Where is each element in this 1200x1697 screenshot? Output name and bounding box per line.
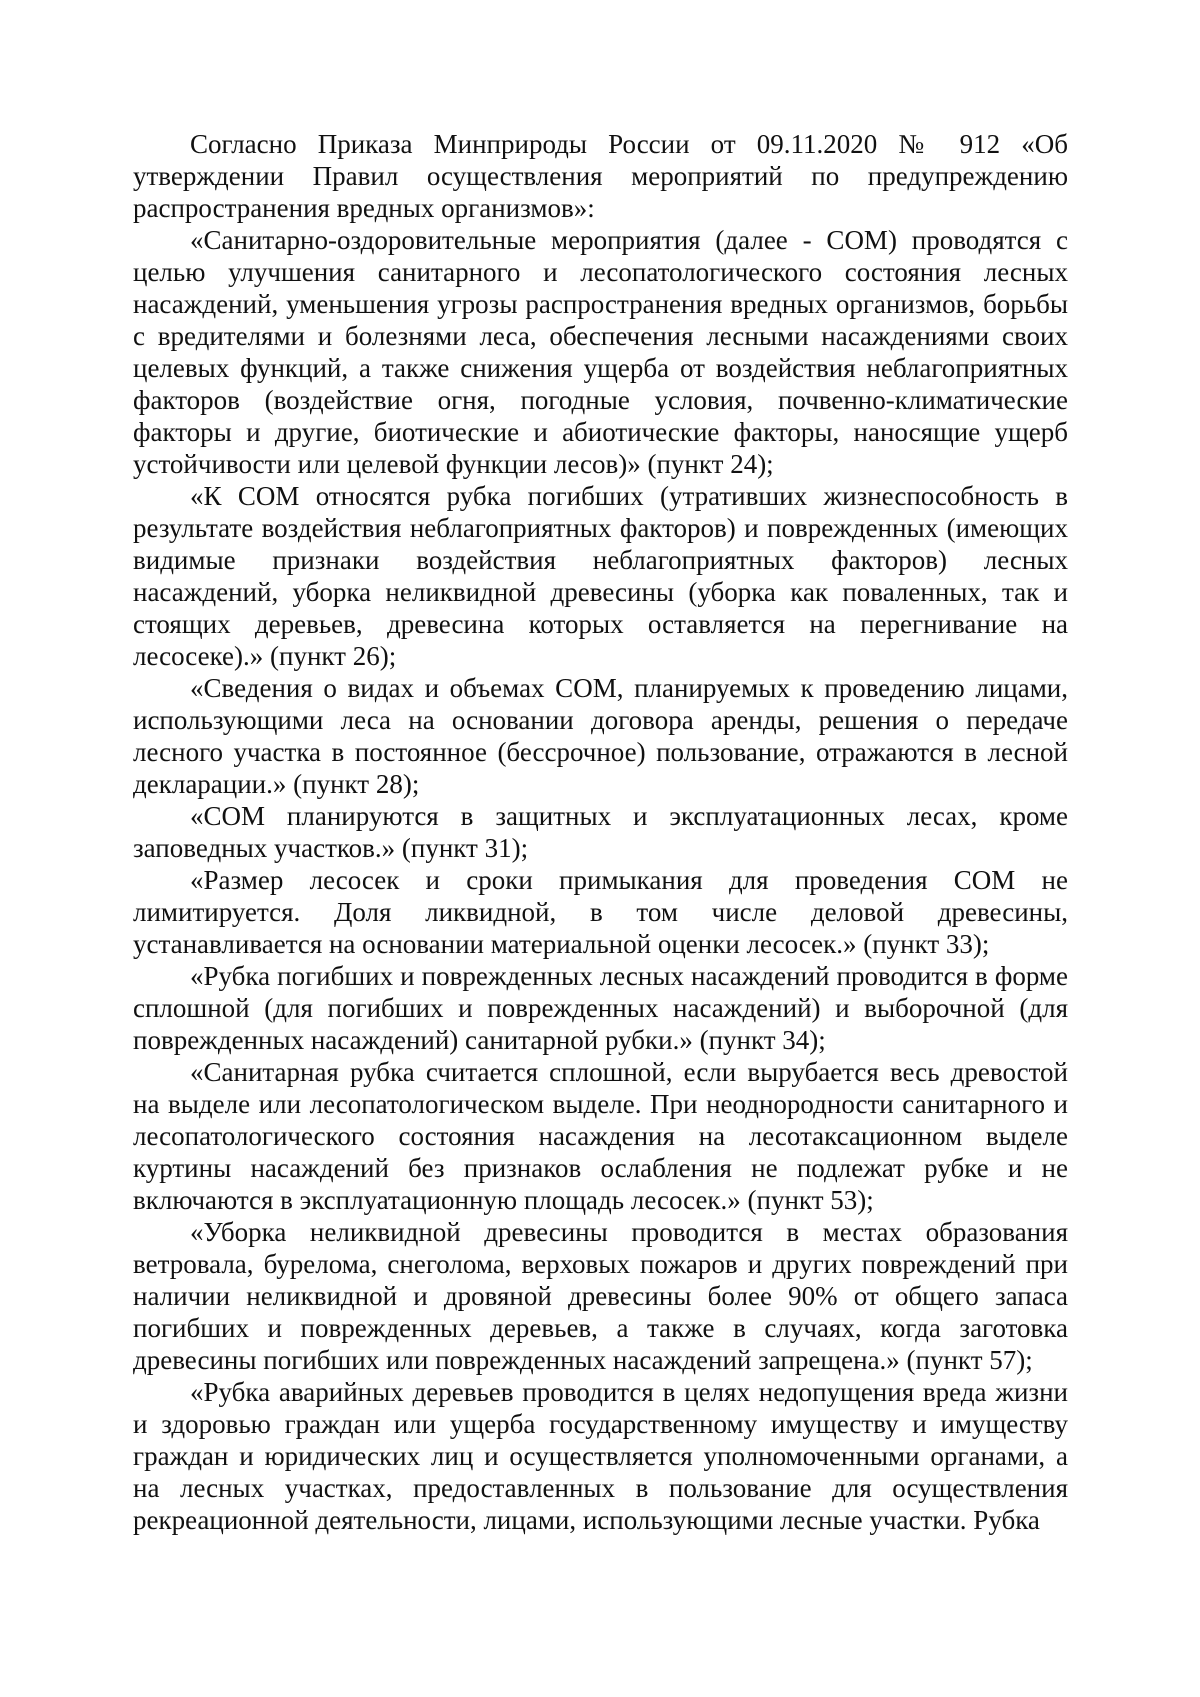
paragraph-emergency-trees: «Рубка аварийных деревьев проводится в целях недопущения вреда жизни и здоровью граждан или ущерба государственному имуществу и имуществу граждан и юридических лиц и осуществляется уполномоченными органами, а на лесных участках, предоставленных в пользование для осуществления рекреационной деятельности, лицами, использующими лесные участки. Рубка <box>133 1377 1068 1535</box>
paragraph-intro: Согласно Приказа Минприроды России от 09.11.2020 № 912 «Об утверждении Правил осуществления мероприятий по предупреждению распространения вредных организмов»: <box>133 129 1068 223</box>
paragraph-item-24: «Санитарно-оздоровительные мероприятия (далее - СОМ) проводятся с целью улучшения санитарного и лесопатологического состояния лесных насаждений, уменьшения угрозы распространения вредных организмов, борьбы с вредителями и болезнями леса, обеспечения лесными насаждениями своих целевых функций, а также снижения ущерба от воздействия неблагоприятных факторов (воздействие огня, погодные условия, почвенно-климатические факторы и другие, биотические и абиотические факторы, наносящие ущерб устойчивости или целевой функции лесов)» (пункт 24); <box>133 225 1068 479</box>
paragraph-item-33: «Размер лесосек и сроки примыкания для проведения СОМ не лимитируется. Доля ликвидной, в том числе деловой древесины, устанавливается на основании материальной оценки лесосек.» (пункт 33); <box>133 865 1068 959</box>
paragraph-item-26: «К СОМ относятся рубка погибших (утративших жизнеспособность в результате воздействия неблагоприятных факторов) и поврежденных (имеющих видимые признаки воздействия неблагоприятных факторов) лесных насаждений, уборка неликвидной древесины (уборка как поваленных, так и стоящих деревьев, древесина которых оставляется на перегнивание на лесосеке).» (пункт 26); <box>133 481 1068 671</box>
paragraph-item-31: «СОМ планируются в защитных и эксплуатационных лесах, кроме заповедных участков.» (пункт 31); <box>133 801 1068 863</box>
paragraph-item-34: «Рубка погибших и поврежденных лесных насаждений проводится в форме сплошной (для погибших и поврежденных насаждений) и выборочной (для поврежденных насаждений) санитарной рубки.» (пункт 34); <box>133 961 1068 1055</box>
paragraph-item-57: «Уборка неликвидной древесины проводится в местах образования ветровала, бурелома, снеголома, верховых пожаров и других повреждений при наличии неликвидной и дровяной древесины более 90% от общего запаса погибших и поврежденных деревьев, а также в случаях, когда заготовка древесины погибших или поврежденных насаждений запрещена.» (пункт 57); <box>133 1217 1068 1375</box>
paragraph-item-53: «Санитарная рубка считается сплошной, если вырубается весь древостой на выделе или лесопатологическом выделе. При неоднородности санитарного и лесопатологического состояния насаждения на лесотаксационном выделе куртины насаждений без признаков ослабления не подлежат рубке и не включаются в эксплуатационную площадь лесосек.» (пункт 53); <box>133 1057 1068 1215</box>
paragraph-item-28: «Сведения о видах и объемах СОМ, планируемых к проведению лицами, использующими леса на основании договора аренды, решения о передаче лесного участка в постоянное (бессрочное) пользование, отражаются в лесной декларации.» (пункт 28); <box>133 673 1068 799</box>
document-body <box>133 128 1068 1536</box>
